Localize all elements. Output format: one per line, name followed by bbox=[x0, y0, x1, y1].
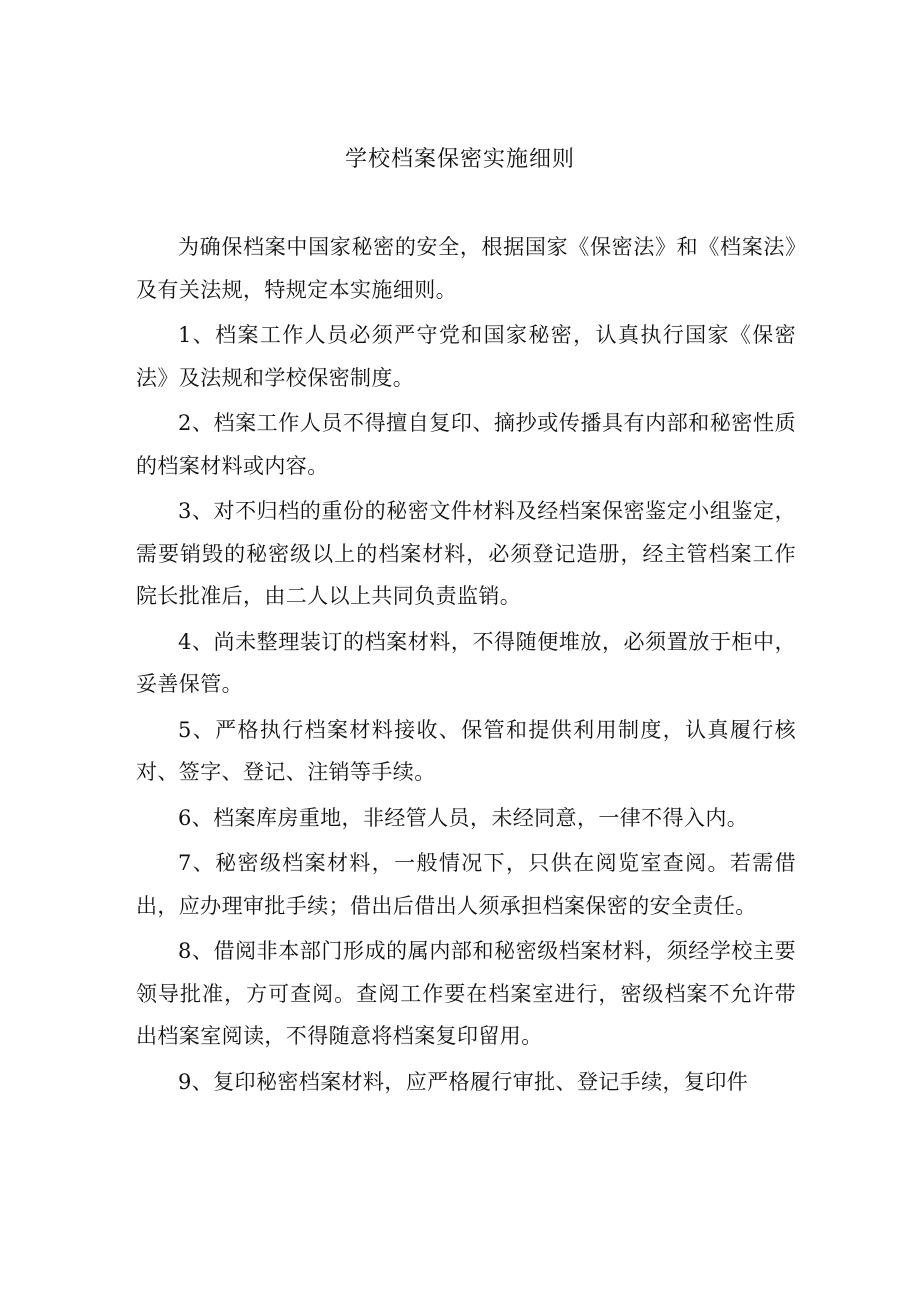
rule-paragraph-8: 8、借阅非本部门形成的属内部和秘密级档案材料，须经学校主要领导批准，方可查阅。查阅工作要在档案室进行，密级档案不允许带出档案室阅读，不得随意将档案复印留用。 bbox=[136, 939, 796, 1048]
rule-paragraph-1: 1、档案工作人员必须严守党和国家秘密，认真执行国家《保密法》及法规和学校保密制度。 bbox=[136, 323, 796, 390]
rule-paragraph-4: 4、尚未整理装订的档案材料，不得随便堆放，必须置放于柜中，妥善保管。 bbox=[136, 629, 796, 696]
document-body bbox=[136, 226, 796, 1106]
document-title: 学校档案保密实施细则 bbox=[344, 147, 575, 172]
rule-paragraph-2: 2、档案工作人员不得擅自复印、摘抄或传播具有内部和秘密性质的档案材料或内容。 bbox=[136, 411, 796, 478]
rule-paragraph-5: 5、严格执行档案材料接收、保管和提供利用制度，认真履行核对、签字、登记、注销等手续。 bbox=[136, 717, 796, 784]
rule-paragraph-6: 6、档案库房重地，非经管人员，未经同意，一律不得入内。 bbox=[178, 805, 749, 830]
rule-paragraph-9: 9、复印秘密档案材料，应严格履行审批、登记手续，复印件 bbox=[178, 1069, 749, 1094]
rule-paragraph-3: 3、对不归档的重份的秘密文件材料及经档案保密鉴定小组鉴定，需要销毁的秘密级以上的档案材料，必须登记造册，经主管档案工作院长批准后，由二人以上共同负责监销。 bbox=[136, 499, 796, 608]
rule-paragraph-7: 7、秘密级档案材料，一般情况下，只供在阅览室查阅。若需借出，应办理审批手续；借出后借出人须承担档案保密的安全责任。 bbox=[136, 851, 796, 918]
intro-paragraph: 为确保档案中国家秘密的安全，根据国家《保密法》和《档案法》及有关法规，特规定本实施细则。 bbox=[136, 235, 796, 302]
